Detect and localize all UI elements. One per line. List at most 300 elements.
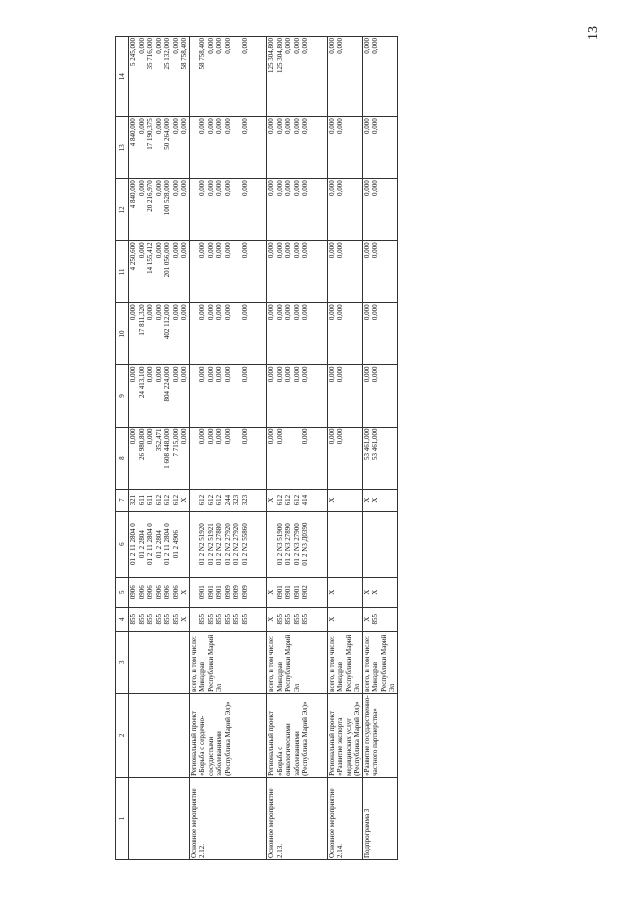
cell-value: 612: [215, 494, 223, 506]
cell-value: 0,000: [292, 38, 301, 54]
cell-value: 0,000: [275, 118, 284, 134]
cell-value: X: [327, 589, 336, 595]
cell-value: 0,000: [267, 180, 275, 197]
cell-value: 0,000: [327, 38, 336, 54]
cell-value: 0,000: [223, 38, 232, 54]
cell-value: [318, 633, 327, 692]
cell-value: X: [267, 589, 275, 595]
cell-value: 855: [146, 614, 154, 625]
cell-value: 0,000: [301, 180, 309, 197]
cell-value: [328, 513, 337, 576]
column-3-cell: [327, 631, 362, 693]
column-10-cell: [267, 303, 328, 365]
table-body: [129, 37, 398, 860]
column-10-cell: [327, 303, 362, 365]
column-5-cell: [189, 577, 267, 607]
cell-value: 0,000: [240, 428, 249, 445]
cell-value: 352,471: [154, 428, 163, 452]
cell-value: 855: [275, 614, 284, 625]
cell-value: 0,000: [371, 180, 379, 197]
cell-value: 0901: [215, 585, 223, 600]
cell-value: 17 811,320: [137, 304, 146, 336]
cell-value: 4 250,600: [129, 242, 137, 271]
cell-value: 0,000: [292, 242, 301, 259]
column-10-cell: [129, 303, 190, 365]
cell-value: 5 245,000: [129, 38, 137, 66]
cell-value: 0,000: [301, 118, 309, 134]
column-8-cell: [362, 427, 397, 489]
column-header: 12: [116, 179, 129, 241]
cell-value: 0,000: [327, 180, 336, 197]
cell-value: 7 715,000: [171, 428, 180, 457]
cell-value: 0,000: [215, 428, 223, 445]
column-header: 9: [116, 365, 129, 427]
cell-value: 0,000: [336, 304, 344, 321]
cell-value: 855: [292, 614, 301, 625]
header-row: [116, 37, 129, 860]
column-3-cell: [362, 631, 397, 693]
cell-value: 0906: [171, 585, 180, 600]
cell-value: 0901: [198, 585, 206, 600]
cell-value: 0,000: [180, 118, 188, 134]
column-header: 4: [116, 607, 129, 631]
cell-value: 0,000: [284, 304, 292, 321]
cell-value: 0,000: [275, 242, 284, 259]
cell-value: 0,000: [362, 118, 371, 134]
cell-value: [310, 633, 319, 692]
cell-value: 0,000: [215, 180, 223, 197]
cell-value: 611: [146, 495, 154, 506]
cell-value: 0,000: [154, 366, 163, 383]
column-header: 5: [116, 577, 129, 607]
project-name-cell: [129, 693, 190, 777]
cell-value: 0,000: [171, 180, 180, 197]
cell-value: 0906: [154, 585, 163, 600]
cell-value: 0,000: [267, 304, 275, 321]
cell-value: 0,000: [198, 242, 206, 259]
column-header: 10: [116, 303, 129, 365]
column-3-cell: [129, 631, 190, 693]
cell-value: 0,000: [301, 38, 309, 54]
cell-value: [284, 429, 293, 488]
cell-value: 0909: [223, 585, 232, 600]
cell-value: 0,000: [362, 366, 371, 383]
cell-value: 0,000: [301, 428, 309, 445]
cell-value: [232, 633, 241, 692]
cell-value: 1 608 448,000: [163, 428, 171, 469]
cell-value: 24 413,100: [137, 366, 146, 398]
cell-value: X: [267, 616, 275, 622]
cell-value: 53 461,000: [362, 428, 371, 461]
cell-value: [190, 513, 199, 576]
cell-value: 0,000: [336, 428, 344, 445]
cell-value: 0,000: [240, 242, 249, 259]
cell-value: 01 2 N3 27890: [284, 523, 292, 566]
cell-value: 0,000: [180, 304, 188, 321]
cell-value: X: [180, 497, 188, 503]
cell-value: 612: [292, 494, 301, 506]
cell-value: 0,000: [215, 366, 223, 383]
cell-value: 0,000: [327, 428, 336, 445]
column-4-cell: [327, 607, 362, 631]
cell-value: 612: [275, 494, 284, 506]
cell-value: 0901: [275, 585, 284, 600]
cell-value: 01 2 2804: [137, 530, 146, 559]
column-7-cell: [129, 489, 190, 511]
cell-value: 0,000: [154, 242, 163, 259]
cell-value: 612: [284, 494, 292, 506]
cell-value: 0,000: [362, 242, 371, 259]
column-header: 2: [116, 693, 129, 777]
cell-value: [190, 609, 199, 630]
cell-value: 0,000: [180, 366, 188, 383]
column-header: 1: [116, 777, 129, 859]
column-13-cell: [129, 117, 190, 179]
cell-value: 0,000: [267, 428, 275, 445]
cell-value: 0,000: [154, 118, 163, 134]
cell-value: 0,000: [206, 428, 215, 445]
cell-value: 100 528,000: [163, 180, 171, 216]
column-4-cell: [362, 607, 397, 631]
cell-value: 0,000: [206, 242, 215, 259]
cell-value: 0,000: [336, 118, 344, 134]
cell-value: 0,000: [154, 304, 163, 321]
column-6-cell: [267, 511, 328, 577]
cell-value: 0,000: [371, 118, 379, 134]
cell-value: 323: [240, 494, 249, 506]
cell-value: 4 840,000: [129, 118, 137, 147]
column-12-cell: [267, 179, 328, 241]
column-11-cell: [327, 241, 362, 303]
budget-table: [115, 36, 398, 860]
cell-value: 0,000: [154, 38, 163, 54]
column-9-cell: [327, 365, 362, 427]
cell-value: 0,000: [292, 180, 301, 197]
cell-value: 0,000: [137, 118, 146, 134]
cell-value: 855: [371, 614, 379, 625]
cell-value: [241, 633, 250, 692]
column-8-cell: [267, 427, 328, 489]
cell-value: [180, 633, 189, 692]
column-header: 11: [116, 241, 129, 303]
cell-value: 0,000: [146, 428, 154, 445]
cell-value: 0906: [129, 585, 137, 600]
column-11-cell: [129, 241, 190, 303]
cell-value: [146, 633, 155, 692]
cell-value: 855: [206, 614, 215, 625]
column-14-cell: [267, 37, 328, 117]
column-9-cell: [129, 365, 190, 427]
cell-value: 0,000: [180, 428, 188, 445]
event-name-cell: Основное мероприятие 2.12.: [189, 777, 267, 859]
cell-value: 612: [154, 494, 163, 506]
cell-value: Минздрав Республики Марий Эл: [275, 634, 301, 692]
cell-value: [258, 633, 267, 692]
cell-value: 612: [171, 494, 180, 506]
cell-value: 0,000: [284, 118, 292, 134]
column-10-cell: [189, 303, 267, 365]
cell-value: [232, 118, 241, 177]
cell-value: [336, 513, 345, 576]
cell-value: [190, 180, 199, 239]
cell-value: 53 461,000: [371, 428, 379, 461]
cell-value: 0,000: [206, 180, 215, 197]
column-7-cell: [327, 489, 362, 511]
cell-value: всего, в том числе:: [189, 636, 198, 692]
cell-value: 0,000: [198, 304, 206, 321]
cell-value: 0,000: [137, 38, 146, 54]
column-14-cell: [189, 37, 267, 117]
cell-value: 402 112,000: [163, 304, 171, 340]
cell-value: 01 2 11 2804 0: [146, 523, 154, 566]
cell-value: 0,000: [198, 366, 206, 383]
cell-value: 0909: [240, 585, 249, 600]
cell-value: X: [362, 589, 371, 595]
cell-value: 0,000: [371, 366, 379, 383]
event-name-cell: Подпрограмма 3: [362, 777, 397, 859]
cell-value: 855: [129, 614, 137, 625]
cell-value: 0909: [232, 585, 240, 600]
cell-value: [138, 633, 147, 692]
column-12-cell: [327, 179, 362, 241]
cell-value: [301, 633, 310, 692]
cell-value: 855: [240, 614, 249, 625]
cell-value: 0,000: [240, 38, 249, 54]
rotated-table-sheet: [115, 36, 612, 860]
cell-value: 855: [198, 614, 206, 625]
cell-value: 0,000: [371, 304, 379, 321]
column-header: 13: [116, 117, 129, 179]
cell-value: 0,000: [223, 304, 232, 321]
cell-value: 804 224,000: [163, 366, 171, 402]
cell-value: 0,000: [206, 118, 215, 134]
cell-value: 0,000: [292, 118, 301, 134]
cell-value: 35 716,000: [146, 38, 154, 70]
cell-value: 0,000: [371, 38, 379, 54]
column-13-cell: [189, 117, 267, 179]
cell-value: [190, 304, 199, 363]
column-9-cell: [267, 365, 328, 427]
cell-value: Минздрав Республики Марий Эл: [336, 634, 361, 692]
cell-value: [155, 633, 164, 692]
cell-value: X: [180, 616, 188, 622]
cell-value: 0,000: [206, 38, 215, 54]
cell-value: [267, 513, 276, 576]
cell-value: 0,000: [336, 180, 344, 197]
cell-value: 0,000: [223, 180, 232, 197]
column-8-cell: [327, 427, 362, 489]
cell-value: всего, в том числе:: [267, 636, 275, 692]
cell-value: 58 758,400: [198, 38, 206, 70]
cell-value: 01 2 N3 27900: [292, 523, 301, 566]
cell-value: [232, 180, 241, 239]
project-name-cell: «Развитие государственно-частного партнерства»: [362, 693, 397, 777]
cell-value: 0,000: [292, 366, 301, 383]
table-row-group: [327, 37, 362, 860]
cell-value: 0,000: [240, 366, 249, 383]
cell-value: 0,000: [301, 304, 309, 321]
cell-value: 0,000: [215, 38, 223, 54]
cell-value: 0,000: [336, 242, 344, 259]
cell-value: [293, 429, 302, 488]
cell-value: 0,000: [129, 366, 137, 383]
cell-value: 0901: [292, 585, 301, 600]
event-name-cell: [129, 777, 190, 859]
cell-value: 0,000: [223, 242, 232, 259]
cell-value: 25 132,000: [163, 38, 171, 70]
cell-value: 855: [215, 614, 223, 625]
cell-value: [190, 366, 199, 425]
cell-value: 0,000: [240, 180, 249, 197]
cell-value: 0,000: [206, 366, 215, 383]
cell-value: 01 2 N2 27920: [223, 523, 232, 566]
cell-value: 0,000: [336, 366, 344, 383]
cell-value: 0,000: [129, 428, 137, 445]
column-8-cell: [189, 427, 267, 489]
cell-value: 17 190,375: [146, 118, 154, 150]
cell-value: 323: [232, 494, 240, 506]
cell-value: всего, в том числе:: [327, 636, 336, 692]
cell-value: всего, в том числе:: [362, 636, 371, 692]
column-3-cell: [189, 631, 267, 693]
cell-value: 0,000: [154, 180, 163, 197]
cell-value: 0,000: [284, 242, 292, 259]
cell-value: 0,000: [215, 242, 223, 259]
column-5-cell: [327, 577, 362, 607]
table-row-group: [362, 37, 397, 860]
cell-value: 414: [301, 494, 309, 506]
cell-value: 0,000: [275, 366, 284, 383]
cell-value: 0,000: [240, 304, 249, 321]
column-4-cell: [129, 607, 190, 631]
cell-value: 0,000: [327, 118, 336, 134]
column-11-cell: [362, 241, 397, 303]
cell-value: X: [327, 497, 336, 503]
cell-value: 0,000: [171, 38, 180, 54]
column-6-cell: [362, 511, 397, 577]
cell-value: 20 216,970: [146, 180, 154, 212]
cell-value: 611: [137, 495, 146, 506]
cell-value: 855: [137, 614, 146, 625]
cell-value: 855: [154, 614, 163, 625]
cell-value: [336, 491, 345, 510]
column-13-cell: [267, 117, 328, 179]
cell-value: [129, 633, 138, 692]
cell-value: [371, 513, 380, 576]
cell-value: 01 2 N3 51900: [275, 523, 284, 566]
cell-value: 855: [171, 614, 180, 625]
cell-value: [336, 609, 345, 630]
cell-value: 0,000: [129, 304, 137, 321]
cell-value: 0,000: [362, 38, 371, 54]
cell-value: 0,000: [240, 118, 249, 134]
cell-value: 01 2 11 2804 0: [129, 523, 137, 566]
column-7-cell: [267, 489, 328, 511]
cell-value: [224, 633, 233, 692]
cell-value: 0,000: [223, 428, 232, 445]
cell-value: [190, 118, 199, 177]
column-header: 6: [116, 511, 129, 577]
column-5-cell: [129, 577, 190, 607]
cell-value: 0,000: [275, 304, 284, 321]
cell-value: 0,000: [267, 118, 275, 134]
cell-value: X: [371, 589, 379, 595]
cell-value: 14 155,412: [146, 242, 154, 274]
table-row-group: [129, 37, 190, 860]
cell-value: 0,000: [223, 118, 232, 134]
column-14-cell: [129, 37, 190, 117]
cell-value: 0,000: [284, 180, 292, 197]
page-number: 13: [586, 26, 601, 40]
table-row-group: [267, 37, 328, 860]
cell-value: 0,000: [171, 118, 180, 134]
column-header: 3: [116, 631, 129, 693]
column-5-cell: [267, 577, 328, 607]
column-12-cell: [362, 179, 397, 241]
column-12-cell: [129, 179, 190, 241]
cell-value: 0901: [206, 585, 215, 600]
cell-value: 0,000: [180, 180, 188, 197]
cell-value: [190, 242, 199, 301]
cell-value: 0,000: [327, 304, 336, 321]
cell-value: [232, 38, 241, 115]
column-header: 14: [116, 37, 129, 117]
cell-value: 0,000: [171, 304, 180, 321]
project-name-cell: Региональный проект «Борьба с сердечно-сосудистыми заболеваниями (Республика Марий Эл)»: [189, 693, 267, 777]
cell-value: 0,000: [206, 304, 215, 321]
cell-value: [232, 242, 241, 301]
cell-value: 0,000: [198, 428, 206, 445]
cell-value: Минздрав Республики Марий Эл: [198, 634, 223, 692]
cell-value: X: [362, 616, 371, 622]
cell-value: 0,000: [180, 242, 188, 259]
cell-value: 0906: [137, 585, 146, 600]
cell-value: [172, 633, 181, 692]
cell-value: 0,000: [327, 366, 336, 383]
cell-value: 0,000: [146, 366, 154, 383]
cell-value: 0,000: [284, 38, 292, 54]
column-6-cell: [189, 511, 267, 577]
cell-value: [180, 513, 189, 576]
column-10-cell: [362, 303, 397, 365]
column-8-cell: [129, 427, 190, 489]
project-name-cell: Региональный проект «Борьба с онкологическими заболеваниями (Республика Марий Эл)»: [267, 693, 328, 777]
cell-value: 01 2 4906: [171, 530, 180, 559]
cell-value: 01 2 N2 51921: [206, 523, 215, 566]
cell-value: 01 2 N2 51920: [198, 523, 206, 566]
cell-value: 01 2 2804: [154, 530, 163, 559]
cell-value: 0,000: [215, 118, 223, 134]
cell-value: 125 304,800: [267, 38, 275, 73]
cell-value: 0906: [146, 585, 154, 600]
cell-value: 0,000: [171, 242, 180, 259]
cell-value: Минздрав Республики Марий Эл: [371, 634, 396, 692]
cell-value: 612: [163, 494, 171, 506]
cell-value: [249, 633, 258, 692]
cell-value: 855: [163, 614, 171, 625]
cell-value: 201 056,000: [163, 242, 171, 278]
cell-value: X: [267, 497, 275, 503]
cell-value: 0,000: [371, 242, 379, 259]
cell-value: 0,000: [267, 242, 275, 259]
column-13-cell: [362, 117, 397, 179]
column-14-cell: [327, 37, 362, 117]
cell-value: 612: [206, 494, 215, 506]
cell-value: X: [371, 497, 379, 503]
cell-value: [190, 429, 199, 488]
cell-value: [190, 579, 199, 606]
cell-value: 855: [232, 614, 240, 625]
